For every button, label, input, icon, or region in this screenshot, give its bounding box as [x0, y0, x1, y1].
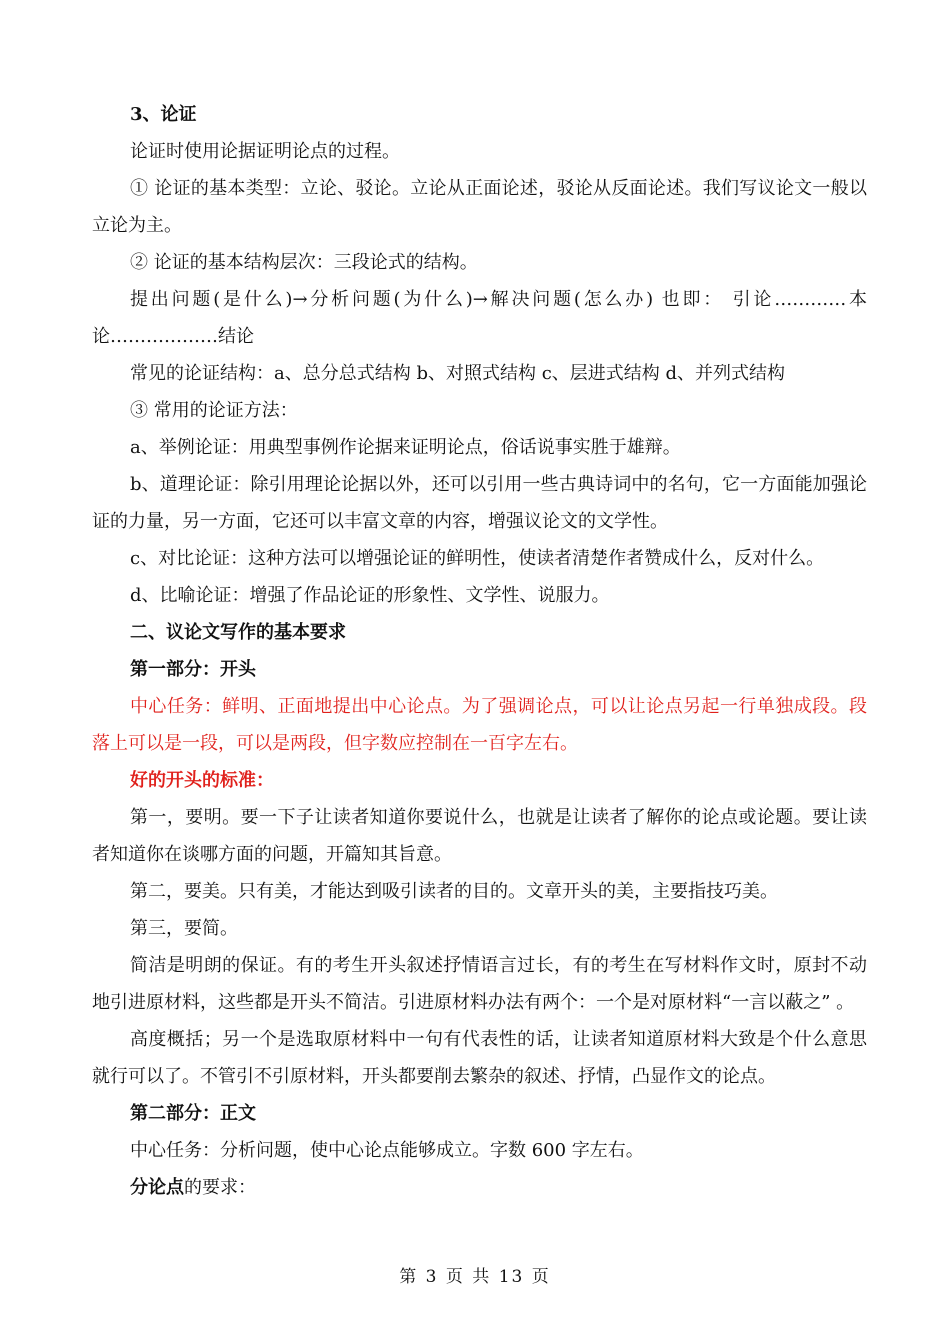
sub-points-bold: 分论点: [130, 1177, 184, 1198]
point-clear: 第一，要明。要一下子让读者知道你要说什么，也就是让读者了解你的论点或论题。要让读者知道你在谈哪方面的问题，开篇知其旨意。: [92, 807, 867, 865]
method-example: a、举例论证：用典型事例作论据来证明论点，俗话说事实胜于雄辩。: [130, 437, 681, 458]
section-heading-argumentation: 3、论证: [130, 104, 197, 125]
sub-points-requirements: [92, 1169, 867, 1206]
high-summary-paragraph: 高度概括；另一个是选取原材料中一句有代表性的话，让读者知道原材料大致是个什么意思就行可以了。不管引不引原材料，开头都要削去繁杂的叙述、抒情，凸显作文的论点。: [92, 1029, 867, 1087]
part1-task-highlight: 中心任务：鲜明、正面地提出中心论点。为了强调论点，可以让论点另起一行单独成段。段落上可以是一段，可以是两段，但字数应控制在一百字左右。: [92, 696, 867, 754]
method-analogy: d、比喻论证：增强了作品论证的形象性、文学性、说服力。: [130, 585, 610, 606]
methods-title: ③ 常用的论证方法：: [130, 400, 298, 421]
concise-explanation: 简洁是明朗的保证。有的考生开头叙述抒情语言过长，有的考生在写材料作文时，原封不动地引进原材料，这些都是开头不简洁。引进原材料办法有两个：一个是对原材料“一言以蔽之” 。: [92, 955, 867, 1013]
part2-title: 第二部分：正文: [130, 1103, 256, 1124]
page-footer: [0, 1262, 950, 1287]
basic-types-paragraph: ① 论证的基本类型：立论、驳论。立论从正面论述，驳论从反面论述。我们写议论文一般以立论为主。: [92, 178, 867, 236]
part1-title: 第一部分：开头: [130, 659, 256, 680]
method-contrast: c、对比论证：这种方法可以增强论证的鲜明性，使读者清楚作者赞成什么，反对什么。: [130, 548, 825, 569]
argumentation-definition: 论证时使用论据证明论点的过程。: [130, 141, 400, 162]
good-opening-title: 好的开头的标准：: [130, 770, 274, 791]
argument-flow-paragraph: 提出问题(是什么)→分析问题(为什么)→解决问题(怎么办) 也即： 引论…………本论………………结论: [92, 289, 867, 347]
page-number-label: 第 3 页 共 13 页: [399, 1267, 551, 1287]
part2-task: 中心任务：分析问题，使中心论点能够成立。字数 600 字左右。: [130, 1140, 644, 1161]
method-reasoning: b、道理论证：除引用理论论据以外，还可以引用一些古典诗词中的名句，它一方面能加强论证的力量，另一方面，它还可以丰富文章的内容，增强议论文的文学性。: [92, 474, 867, 532]
section-heading-basic-requirements: 二、议论文写作的基本要求: [130, 622, 346, 643]
structure-levels-paragraph: ② 论证的基本结构层次：三段论式的结构。: [130, 252, 478, 273]
document-page: [92, 96, 867, 1206]
point-concise: 第三，要简。: [130, 918, 238, 939]
common-structures-paragraph: 常见的论证结构：a、总分总式结构 b、对照式结构 c、层进式结构 d、并列式结构: [130, 363, 786, 384]
sub-points-rest: 的要求：: [184, 1177, 256, 1198]
point-beautiful: 第二，要美。只有美，才能达到吸引读者的目的。文章开头的美，主要指技巧美。: [130, 881, 778, 902]
